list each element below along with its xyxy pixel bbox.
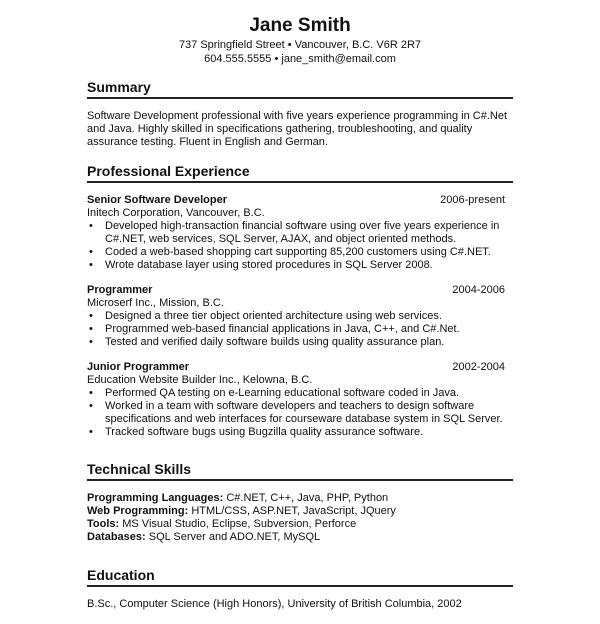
job-bullet: • Tested and verified daily software builds using quality assurance plan. bbox=[87, 336, 513, 349]
summary-text: Software Development professional with five years experience programming in C#.Net and Java. Highly skilled in specifications gathering, troubleshooting, and quality assurance testing. Fluent in English and German. bbox=[87, 110, 508, 148]
experience-heading: Professional Experience bbox=[87, 163, 513, 183]
skill-row bbox=[87, 531, 513, 544]
skill-row bbox=[87, 505, 513, 518]
skill-row bbox=[87, 492, 513, 505]
skill-label: Tools: bbox=[87, 518, 120, 530]
skill-value: MS Visual Studio, Eclipse, Subversion, Perforce bbox=[119, 518, 357, 530]
job-bullet: • Designed a three tier object oriented architecture using web services. bbox=[87, 310, 513, 323]
skills-list bbox=[87, 492, 513, 544]
job-bullets bbox=[87, 387, 513, 439]
job-bullet: • Performed QA testing on e-Learning educational software coded in Java. bbox=[87, 387, 513, 400]
job-entry bbox=[87, 361, 513, 439]
contact-phone-email: 604.555.5555 • jane_smith@email.com bbox=[204, 53, 396, 65]
skill-label: Programming Languages: bbox=[87, 492, 224, 504]
job-bullet: • Wrote database layer using stored procedures in SQL Server 2008. bbox=[87, 259, 513, 272]
contact-address: 737 Springfield Street • Vancouver, B.C. V6R 2R7 bbox=[178, 39, 422, 51]
job-dates: 2002-2004 bbox=[452, 361, 505, 373]
job-title: Junior Programmer bbox=[87, 361, 190, 373]
skills-heading: Technical Skills bbox=[87, 461, 513, 481]
skill-row bbox=[87, 518, 513, 531]
job-bullet: • Programmed web-based financial applications in Java, C++, and C#.Net. bbox=[87, 323, 513, 336]
job-entry bbox=[87, 284, 513, 349]
job-company: Education Website Builder Inc., Kelowna, B.C. bbox=[87, 374, 313, 386]
job-title: Senior Software Developer bbox=[87, 194, 227, 206]
job-dates: 2004-2006 bbox=[452, 284, 505, 296]
job-bullet: • Worked in a team with software developers and teachers to design software specifications and web interfaces for courseware database system in SQL Server. bbox=[87, 400, 513, 426]
job-bullet: • Coded a web-based shopping cart supporting 85,200 customers using C#.NET. bbox=[87, 246, 513, 259]
job-dates: 2006-present bbox=[440, 194, 505, 206]
summary-heading: Summary bbox=[87, 79, 513, 99]
education-heading: Education bbox=[87, 567, 513, 587]
job-entry bbox=[87, 194, 513, 272]
resume-header bbox=[0, 14, 600, 66]
skill-value: C#.NET, C++, Java, PHP, Python bbox=[223, 492, 389, 504]
skill-value: SQL Server and ADO.NET, MySQL bbox=[145, 531, 321, 543]
job-bullets bbox=[87, 220, 513, 272]
job-company: Microserf Inc., Mission, B.C. bbox=[87, 297, 224, 309]
job-bullet: • Tracked software bugs using Bugzilla quality assurance software. bbox=[87, 426, 513, 439]
skill-label: Web Programming: bbox=[87, 505, 189, 517]
candidate-name: Jane Smith bbox=[249, 15, 351, 36]
job-company: Initech Corporation, Vancouver, B.C. bbox=[87, 207, 265, 219]
job-bullets bbox=[87, 310, 513, 349]
skill-value: HTML/CSS, ASP.NET, JavaScript, JQuery bbox=[188, 505, 396, 517]
education-text: B.Sc., Computer Science (High Honors), University of British Columbia, 2002 bbox=[87, 598, 462, 610]
job-title: Programmer bbox=[87, 284, 153, 296]
skill-label: Databases: bbox=[87, 531, 146, 543]
job-bullet: • Developed high-transaction financial software using over five years experience in C#.NET, web services, SQL Server, AJAX, and object oriented methods. bbox=[87, 220, 513, 246]
